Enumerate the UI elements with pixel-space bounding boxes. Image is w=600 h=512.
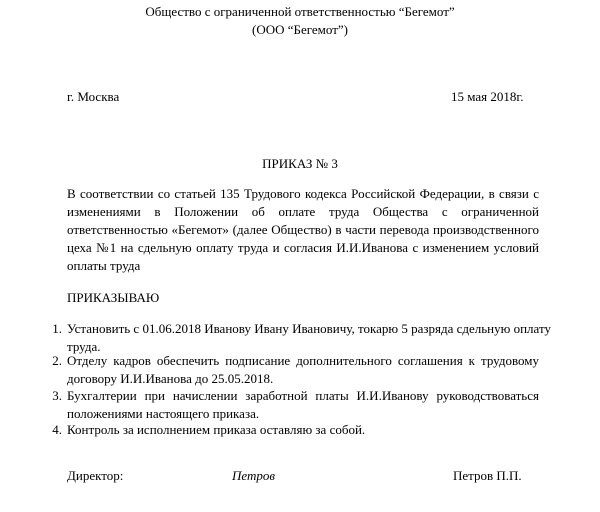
signatory-name: Петров П.П.: [453, 468, 522, 483]
list-item-line: Бухгалтерии при начислении заработной платы И.И.Иванову руководствоваться: [67, 388, 539, 403]
list-item-line: договору И.И.Иванова до 25.05.2018.: [67, 371, 274, 386]
list-item-number: 1.: [52, 321, 62, 336]
order-date: 15 мая 2018г.: [451, 89, 524, 104]
signature: Петров: [232, 468, 276, 483]
preamble-line: оплаты труда: [67, 258, 141, 273]
list-item-number: 3.: [52, 388, 62, 403]
directive-heading: ПРИКАЗЫВАЮ: [67, 290, 160, 305]
list-item-line: труда.: [67, 339, 101, 354]
preamble-line: В соответствии со статьей 135 Трудового кодекса Российской Федерации, в связи с: [67, 186, 539, 201]
preamble-line: ответственностью «Бегемот» (далее Общество) в части перевода производственного: [67, 222, 539, 237]
city: г. Москва: [67, 89, 120, 104]
preamble-line: изменениями в Положении об оплате труда Общества с ограниченной: [67, 204, 539, 219]
preamble-line: цеха №1 на сдельную оплату труда и согласия И.И.Иванова с изменением условий: [67, 240, 539, 255]
list-item-number: 2.: [52, 353, 62, 368]
list-item-line: Отделу кадров обеспечить подписание дополнительного соглашения к трудовому: [67, 353, 539, 368]
signatory-position: Директор:: [67, 468, 124, 483]
list-item-line: положениями настоящего приказа.: [67, 406, 260, 421]
list-item-number: 4.: [52, 422, 62, 437]
org-name: Общество с ограниченной ответственностью “Бегемот”: [145, 4, 455, 19]
org-short-name: (ООО “Бегемот”): [251, 22, 348, 37]
list-item-line: Установить с 01.06.2018 Иванову Ивану Ивановичу, токарю 5 разряда сдельную оплату: [67, 321, 551, 336]
list-item-line: Контроль за исполнением приказа оставляю за собой.: [67, 422, 366, 437]
order-title: ПРИКАЗ № 3: [262, 156, 338, 171]
